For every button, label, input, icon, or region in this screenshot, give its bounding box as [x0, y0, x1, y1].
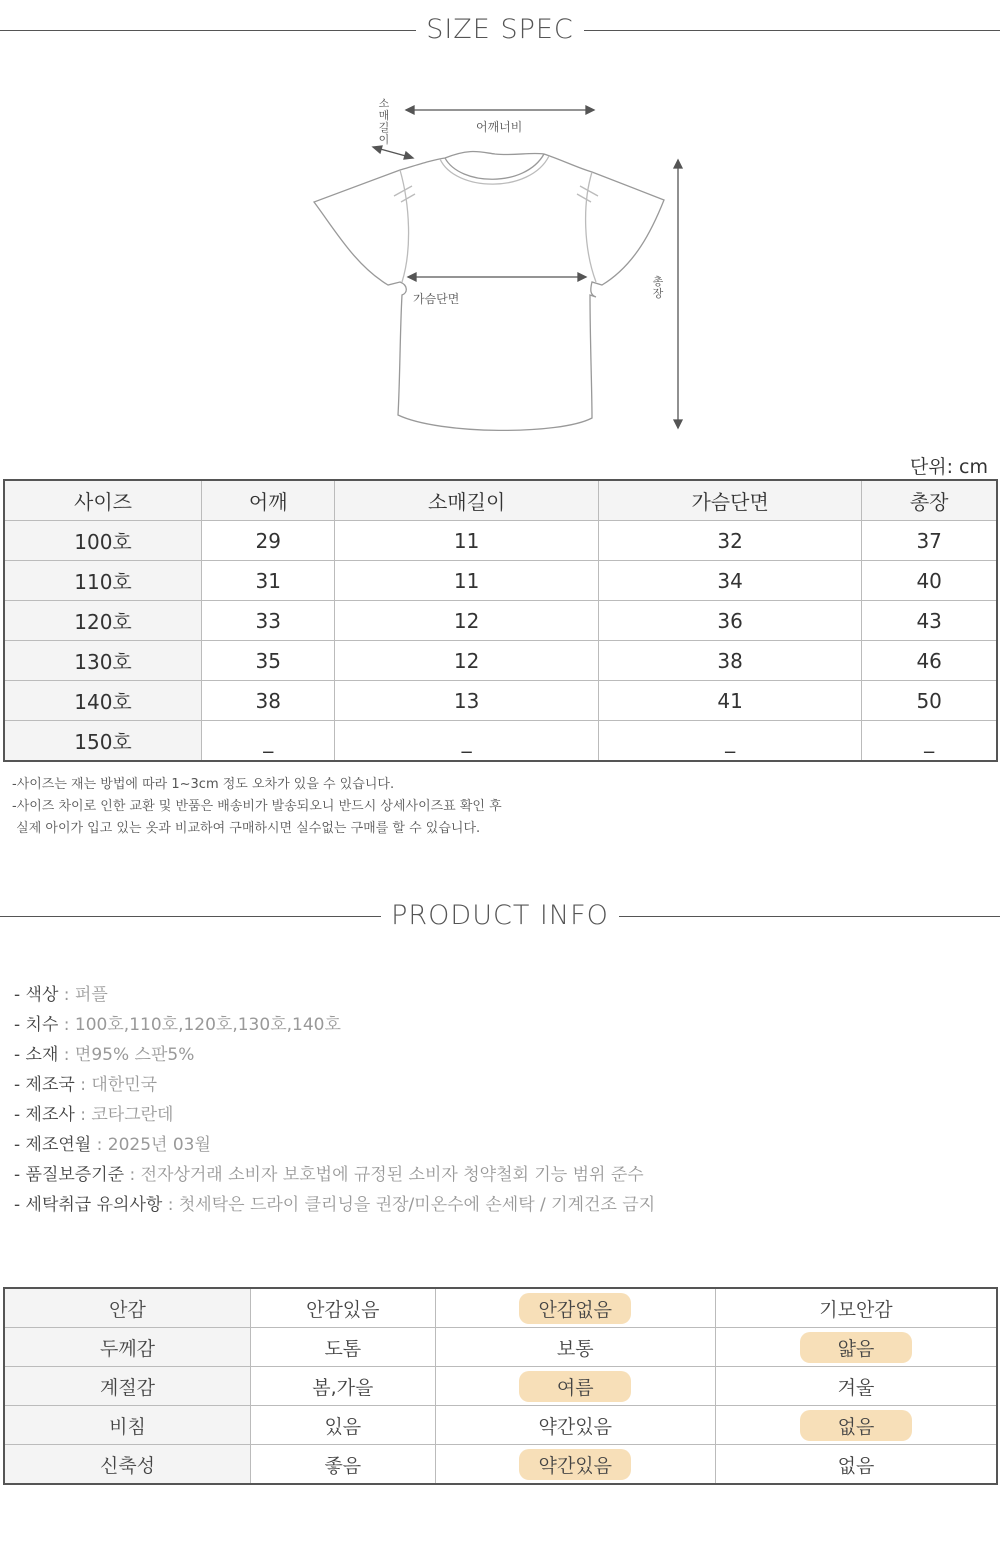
info-key: - 제조국 [14, 1075, 75, 1095]
sleeve-cell: _ [335, 721, 598, 762]
info-key: - 색상 [14, 985, 59, 1005]
feature-option: 약간있음 [435, 1406, 715, 1445]
info-value: : 대한민국 [74, 1075, 158, 1095]
length-cell: _ [862, 721, 997, 762]
feature-option: 도톰 [251, 1328, 436, 1367]
chest-cell: 41 [598, 681, 861, 721]
table-row [4, 1367, 997, 1406]
list-item [14, 1160, 655, 1190]
list-item [14, 1190, 655, 1220]
table-row [4, 521, 997, 561]
sleeve-cell: 13 [335, 681, 598, 721]
table-row [4, 1445, 997, 1485]
feature-option-selected: 안감없음 [435, 1288, 715, 1328]
size-cell: 130호 [4, 641, 202, 681]
shoulder-cell: 35 [202, 641, 335, 681]
length-cell: 46 [862, 641, 997, 681]
feature-option: 없음 [715, 1445, 997, 1485]
product-info-title: PRODUCT INFO [0, 896, 1000, 936]
shoulder-cell: _ [202, 721, 335, 762]
size-spec-title: SIZE SPEC [0, 10, 1000, 50]
col-chest: 가슴단면 [598, 480, 861, 521]
note-line: 실제 아이가 입고 있는 옷과 비교하여 구매하시면 실수없는 구매를 할 수 있습니다. [12, 821, 481, 836]
info-value: : 퍼플 [58, 985, 108, 1005]
table-row [4, 681, 997, 721]
feature-option: 겨울 [715, 1367, 997, 1406]
sleeve-cell: 11 [335, 521, 598, 561]
product-info-header [0, 896, 1000, 936]
size-spec-header [0, 10, 1000, 50]
unit-label: 단위: cm [909, 456, 988, 478]
table-row [4, 721, 997, 762]
size-table-header [4, 480, 997, 521]
feature-option: 보통 [435, 1328, 715, 1367]
sleeve-cell: 12 [335, 601, 598, 641]
size-cell: 140호 [4, 681, 202, 721]
feature-label: 두께감 [4, 1328, 251, 1367]
list-item [14, 1070, 655, 1100]
length-label: 총장 [652, 275, 664, 300]
table-row [4, 641, 997, 681]
col-shoulder: 어깨 [202, 480, 335, 521]
chest-cell: 36 [598, 601, 861, 641]
chest-cell: _ [598, 721, 861, 762]
list-item [14, 1040, 655, 1070]
length-cell: 40 [862, 561, 997, 601]
table-row [4, 601, 997, 641]
note-line: -사이즈는 재는 방법에 따라 1~3cm 정도 오차가 있을 수 있습니다. [12, 777, 395, 792]
sleeve-label: 소매길이 [378, 97, 390, 146]
feature-option-selected: 없음 [715, 1406, 997, 1445]
feature-label: 계절감 [4, 1367, 251, 1406]
shoulder-cell: 38 [202, 681, 335, 721]
info-key: - 소재 [14, 1045, 59, 1065]
list-item [14, 1010, 655, 1040]
info-key: - 세탁취급 유의사항 [14, 1195, 163, 1215]
shoulder-cell: 33 [202, 601, 335, 641]
product-info-list [14, 980, 655, 1220]
feature-option-selected: 얇음 [715, 1328, 997, 1367]
info-value: : 코타그란데 [74, 1105, 174, 1125]
garment-diagram [300, 90, 720, 440]
feature-option: 봄,가을 [251, 1367, 436, 1406]
info-value: : 2025년 03월 [91, 1135, 211, 1155]
length-cell: 37 [862, 521, 997, 561]
shoulder-cell: 31 [202, 561, 335, 601]
length-cell: 50 [862, 681, 997, 721]
table-row [4, 1328, 997, 1367]
info-value: : 100호,110호,120호,130호,140호 [58, 1015, 341, 1035]
feature-option: 좋음 [251, 1445, 436, 1485]
chest-cell: 32 [598, 521, 861, 561]
info-value: : 첫세탁은 드라이 클리닝을 권장/미온수에 손세탁 / 기계건조 금지 [162, 1195, 656, 1215]
size-cell: 110호 [4, 561, 202, 601]
info-key: - 치수 [14, 1015, 59, 1035]
table-row [4, 1288, 997, 1328]
shoulder-label: 어깨너비 [476, 120, 523, 134]
size-cell: 100호 [4, 521, 202, 561]
table-row [4, 1406, 997, 1445]
table-row [4, 561, 997, 601]
size-notes [12, 774, 502, 840]
info-key: - 제조연월 [14, 1135, 92, 1155]
length-cell: 43 [862, 601, 997, 641]
info-key: - 제조사 [14, 1105, 75, 1125]
info-value: : 면95% 스판5% [58, 1045, 195, 1065]
chest-label: 가슴단면 [413, 292, 460, 306]
sleeve-cell: 11 [335, 561, 598, 601]
feature-table [3, 1287, 998, 1485]
info-key: - 품질보증기준 [14, 1165, 125, 1185]
col-sleeve: 소매길이 [335, 480, 598, 521]
list-item [14, 1100, 655, 1130]
feature-option-selected: 여름 [435, 1367, 715, 1406]
feature-option: 기모안감 [715, 1288, 997, 1328]
size-table [3, 479, 998, 762]
feature-option: 안감있음 [251, 1288, 436, 1328]
note-line: -사이즈 차이로 인한 교환 및 반품은 배송비가 발송되오니 반드시 상세사이즈표 확인 후 [12, 799, 502, 814]
feature-label: 비침 [4, 1406, 251, 1445]
size-cell: 150호 [4, 721, 202, 762]
feature-label: 안감 [4, 1288, 251, 1328]
chest-cell: 34 [598, 561, 861, 601]
feature-option: 있음 [251, 1406, 436, 1445]
list-item [14, 1130, 655, 1160]
feature-option-selected: 약간있음 [435, 1445, 715, 1485]
info-value: : 전자상거래 소비자 보호법에 규정된 소비자 청약철회 기능 범위 준수 [124, 1165, 644, 1185]
chest-cell: 38 [598, 641, 861, 681]
col-length: 총장 [862, 480, 997, 521]
shoulder-cell: 29 [202, 521, 335, 561]
size-cell: 120호 [4, 601, 202, 641]
feature-label: 신축성 [4, 1445, 251, 1485]
col-size: 사이즈 [4, 480, 202, 521]
list-item [14, 980, 655, 1010]
tshirt-outline-icon [300, 90, 720, 440]
sleeve-cell: 12 [335, 641, 598, 681]
